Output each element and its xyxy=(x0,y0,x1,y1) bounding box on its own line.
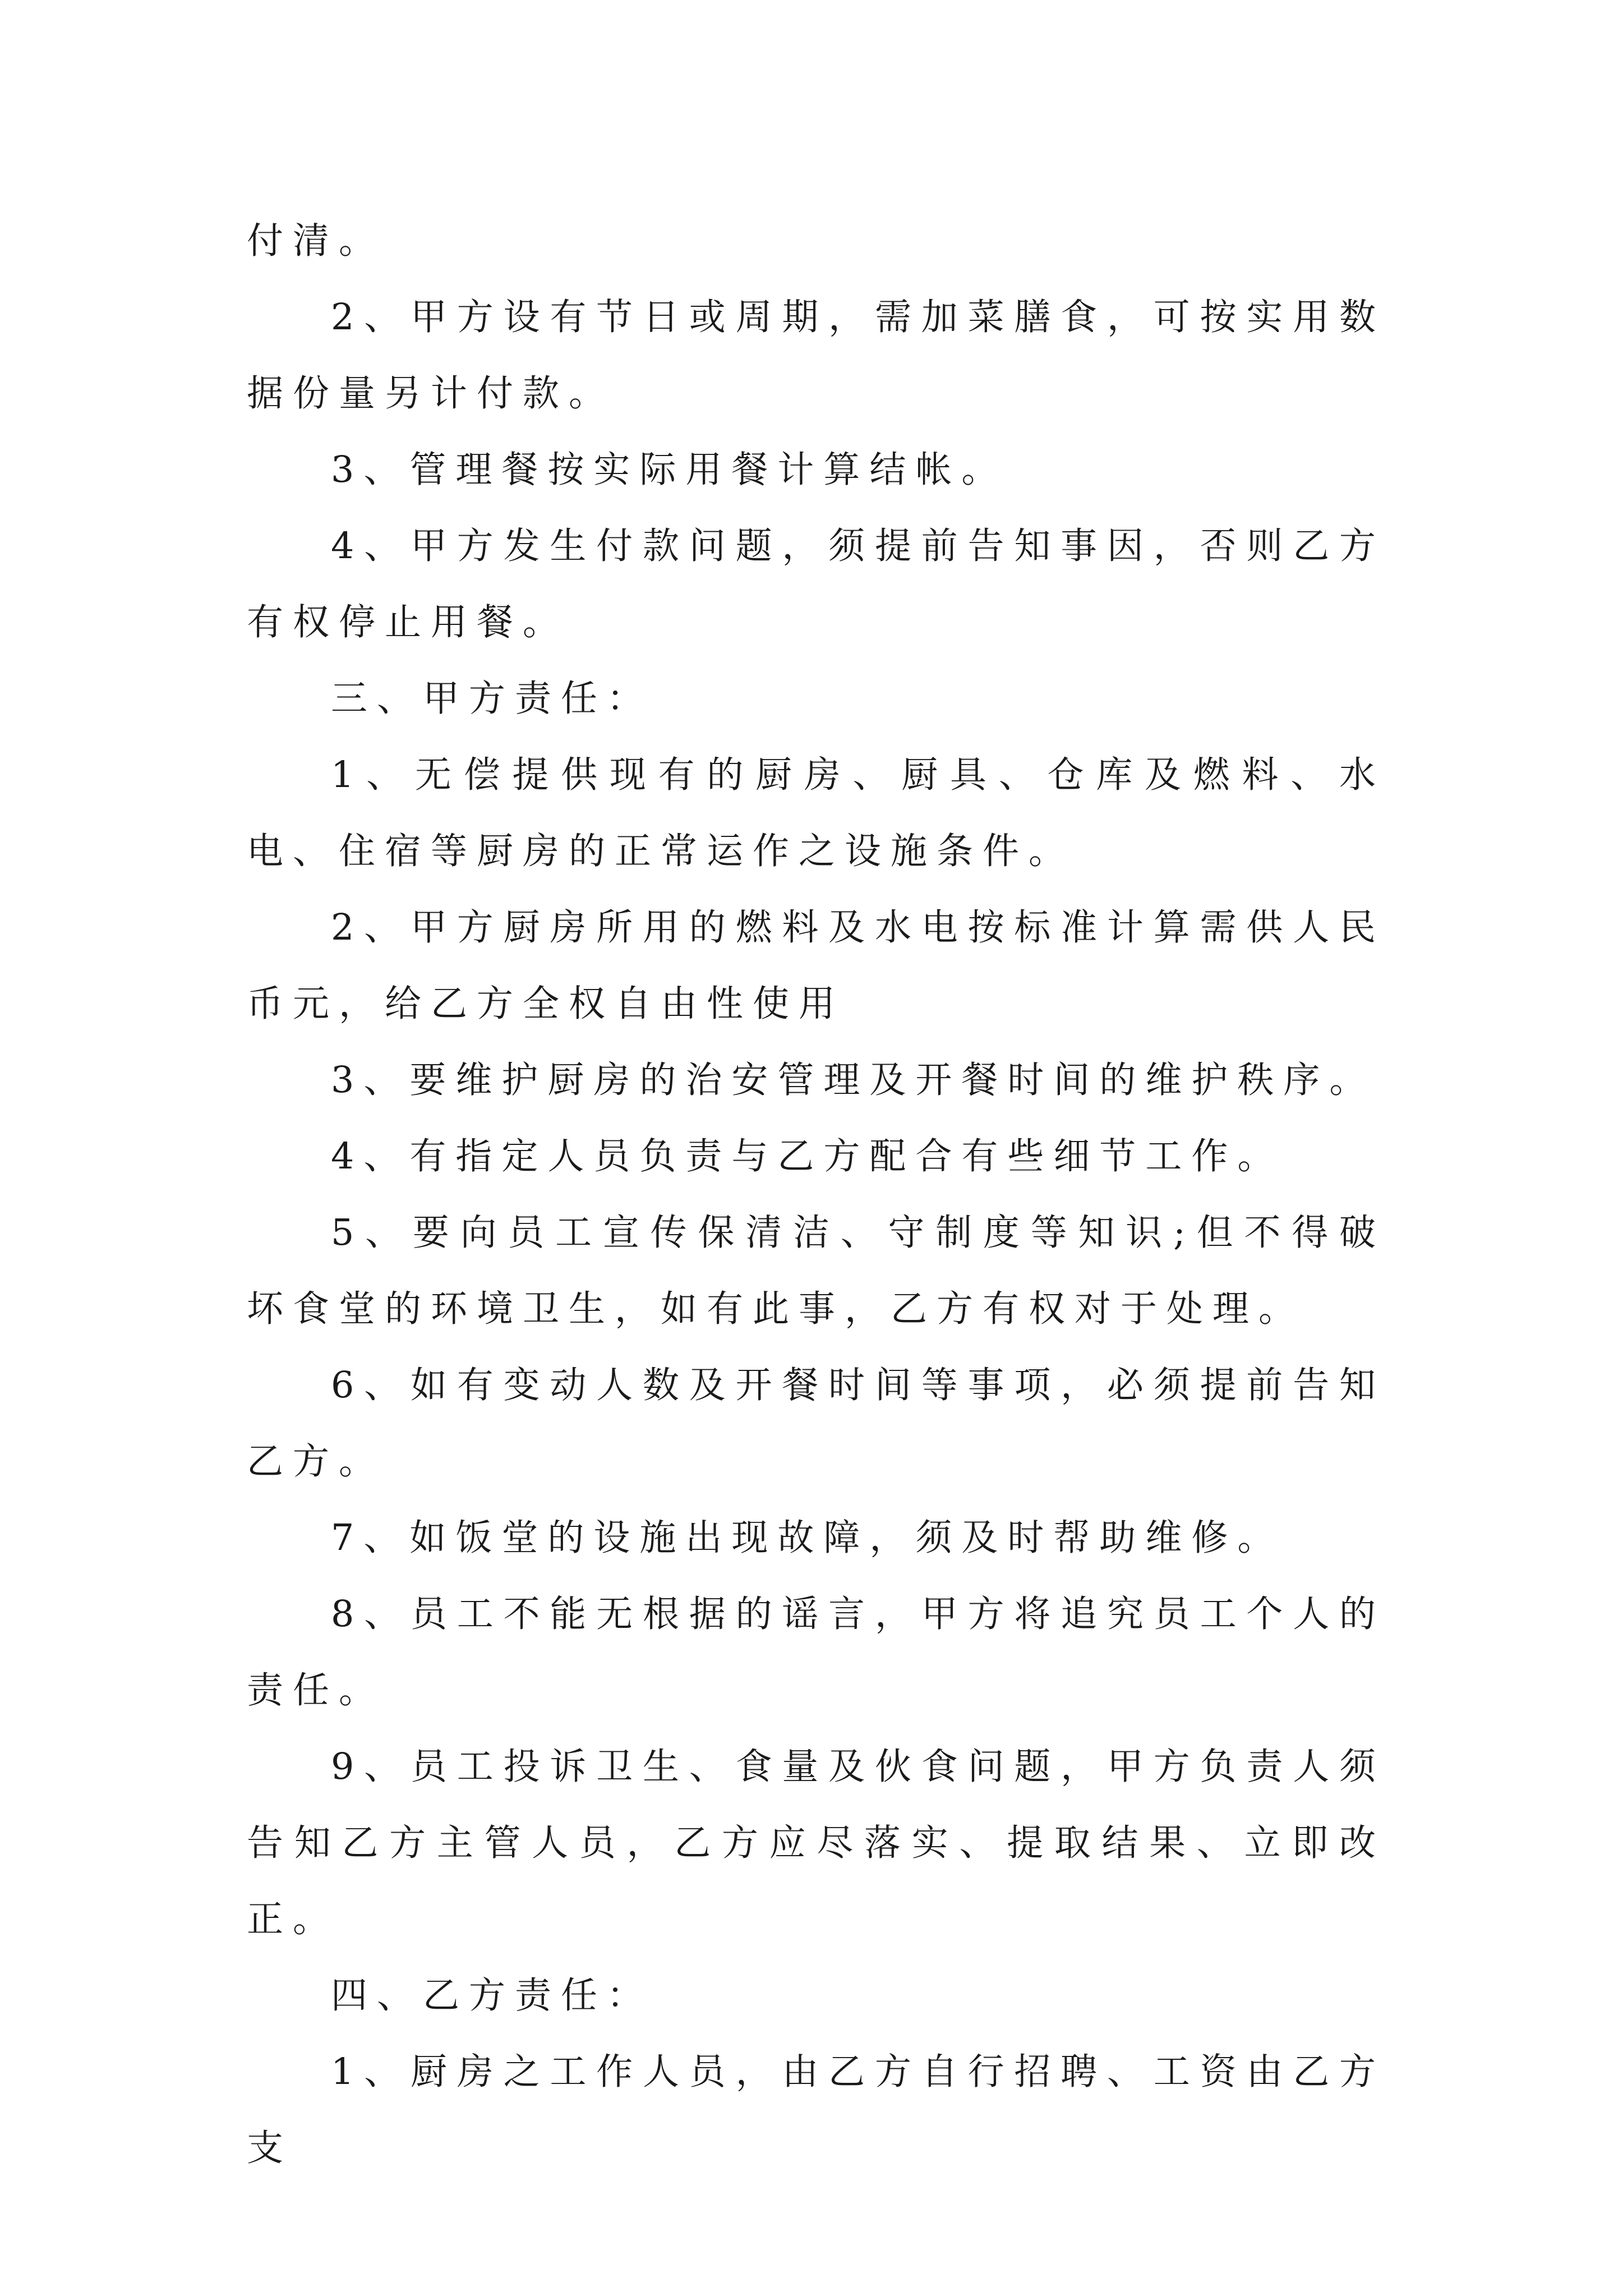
paragraph-2-3: 3、管理餐按实际用餐计算结帐。 xyxy=(331,449,1008,491)
document-body xyxy=(247,203,1385,2187)
paragraph-continuation: 付清。 xyxy=(247,220,385,262)
paragraph-3-2: 2、甲方厨房所用的燃料及水电按标准计算需供人民币元，给乙方全权自由性使用 xyxy=(247,907,1385,1025)
paragraph-3-8: 8、员工不能无根据的谣言，甲方将追究员工个人的责任。 xyxy=(247,1593,1385,1711)
paragraph-4-1: 1、厨房之工作人员，由乙方自行招聘、工资由乙方支 xyxy=(247,2051,1385,2169)
paragraph-3-4: 4、有指定人员负责与乙方配合有些细节工作。 xyxy=(331,1135,1284,1177)
section-heading-party-a: 三、甲方责任： xyxy=(331,678,653,720)
paragraph-3-9: 9、员工投诉卫生、食量及伙食问题，甲方负责人须告知乙方主管人员，乙方应尽落实、提取结果、立即改正。 xyxy=(247,1746,1385,1940)
paragraph-2-2: 2、甲方设有节日或周期，需加菜膳食，可按实用数据份量另计付款。 xyxy=(247,296,1385,415)
section-heading-party-b: 四、乙方责任： xyxy=(331,1975,653,2017)
paragraph-2-4: 4、甲方发生付款问题，须提前告知事因，否则乙方有权停止用餐。 xyxy=(247,525,1385,643)
paragraph-3-1: 1、无偿提供现有的厨房、厨具、仓库及燃料、水电、住宿等厨房的正常运作之设施条件。 xyxy=(247,754,1385,872)
paragraph-3-7: 7、如饭堂的设施出现故障，须及时帮助维修。 xyxy=(331,1517,1284,1559)
paragraph-3-5: 5、要向员工宣传保清洁、守制度等知识;但不得破坏食堂的环境卫生，如有此事，乙方有权对于处理。 xyxy=(247,1212,1385,1330)
paragraph-3-3: 3、要维护厨房的治安管理及开餐时间的维护秩序。 xyxy=(331,1059,1376,1101)
paragraph-3-6: 6、如有变动人数及开餐时间等事项，必须提前告知乙方。 xyxy=(247,1364,1385,1483)
